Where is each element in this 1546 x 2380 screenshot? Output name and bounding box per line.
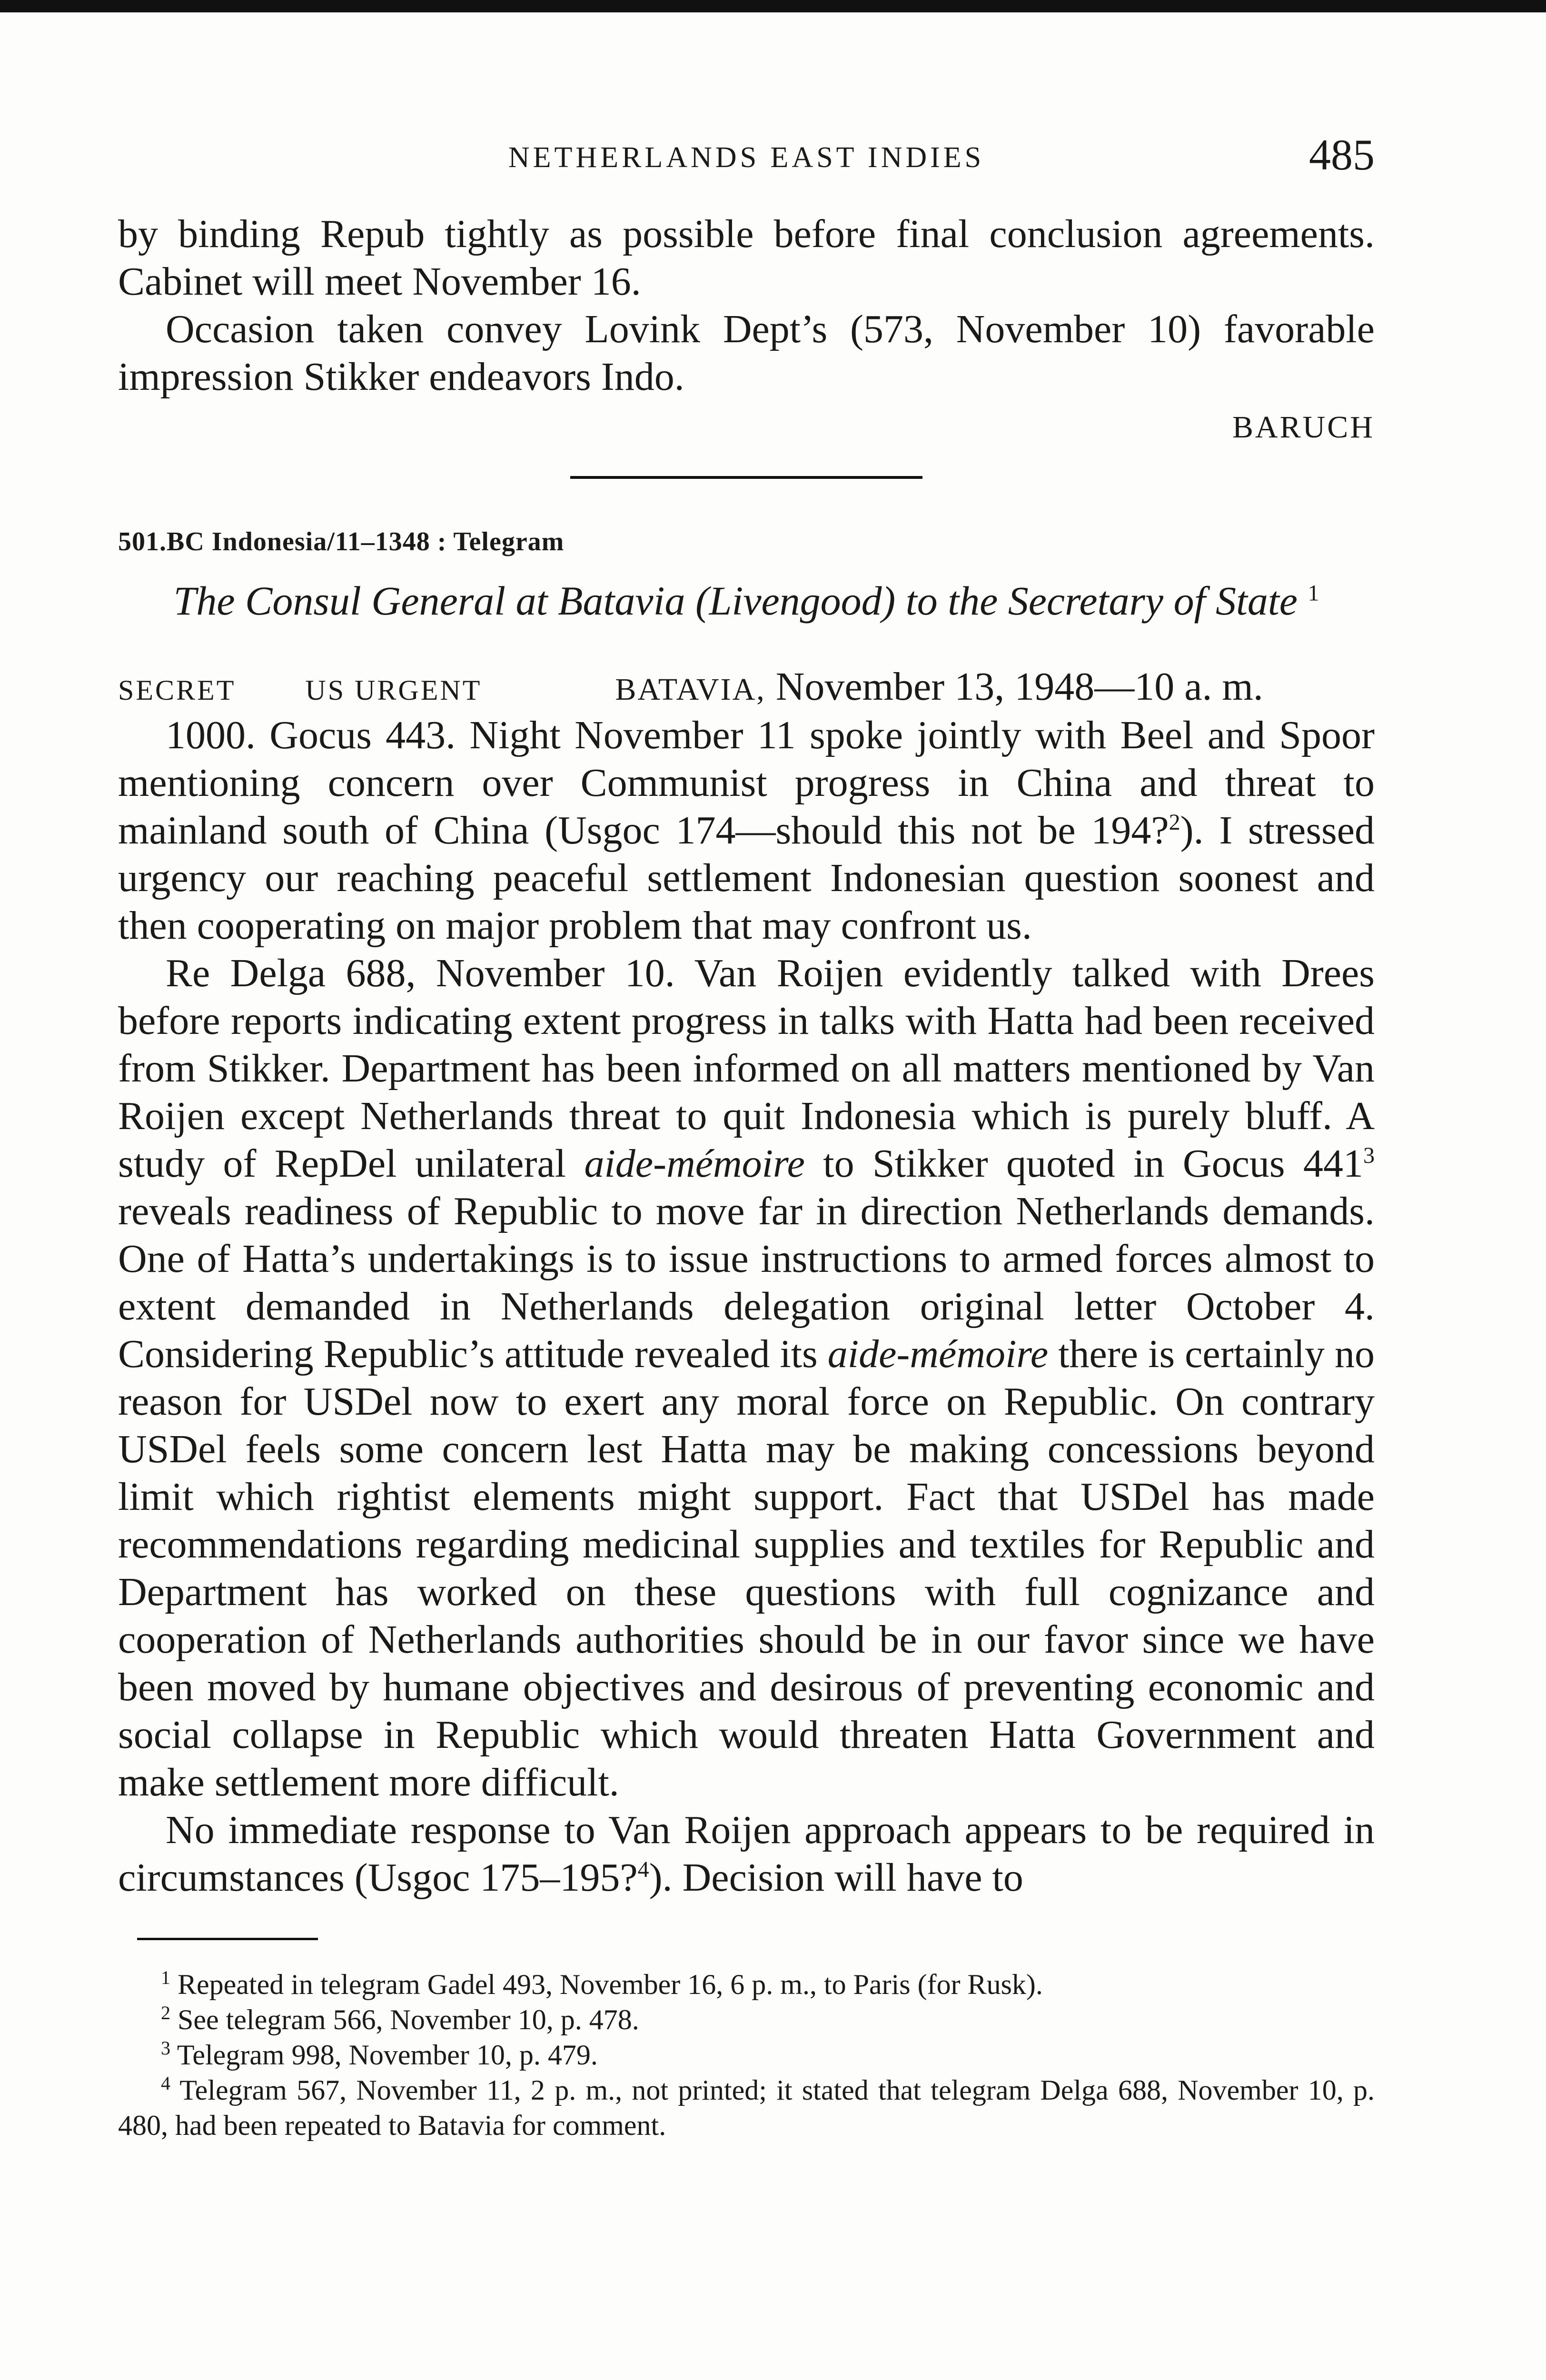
footnote-text: Telegram 567, November 11, 2 p. m., not printed; it stated that telegram Delga 688, November 10, p. 480, had been repeated to Batavia for comment. [118, 2074, 1375, 2141]
footnote-marker: 4 [637, 1857, 649, 1882]
footnote [118, 2037, 1375, 2073]
place: BATAVIA, [615, 672, 766, 707]
footnote-marker: 3 [1363, 1143, 1375, 1168]
text-run: 1000. Gocus 443. Night November 11 spoke jointly with Beel and Spoor mentioning concern over Communist progress in China and threat to mainland south of China (Usgoc 174—should this not be 194? [118, 713, 1375, 853]
footnote-text: Telegram 998, November 10, p. 479. [177, 2039, 598, 2071]
telegram-body [118, 712, 1375, 1902]
text-run: Re Delga 688, November 10. Van Roijen evidently talked with Drees before reports indicating extent progress in talks with Hatta had been received from Stikker. Department has been informed on all matters mentioned by Van Roijen except Netherlands threat to quit Indonesia which is purely bluff. A study of RepDel unilateral [118, 951, 1375, 1186]
footnote-marker: 1 [1308, 580, 1319, 606]
paragraph: Occasion taken convey Lovink Dept’s (573, November 10) favorable impression Stikker endeavors Indo. [118, 307, 1375, 399]
footnote [118, 2073, 1375, 2143]
paragraph: by binding Repub tightly as possible before final conclusion agreements. Cabinet will meet November 16. [118, 212, 1375, 304]
footnote-number: 2 [161, 2002, 170, 2023]
italic-term: aide-mémoire [827, 1332, 1049, 1376]
footnote [118, 1967, 1375, 2002]
signature: BARUCH [1232, 410, 1375, 445]
previous-document-text [118, 210, 1375, 401]
text-run: No immediate response to Van Roijen approach appears to be required in circumstances (Usgoc 175–195? [118, 1808, 1375, 1900]
paragraph [118, 950, 1375, 1806]
footnote-text: See telegram 566, November 10, p. 478. [178, 2004, 639, 2035]
paragraph [118, 712, 1375, 950]
text-run: there is certainly no reason for USDel now to exert any moral force on Republic. On contrary USDel feels some concern lest Hatta may be making concessions beyond limit which rightist elements might support. Fact that USDel has made recommendations regarding medicinal supplies and textiles for Republic and Department has worked on these questions with full cognizance and cooperation of Netherlands authorities should be in our favor since we have been moved by humane objectives and desirous of preventing economic and social collapse in Republic which would threaten Hatta Government and make settlement more difficult. [118, 1332, 1375, 1805]
italic-term: aide-mémoire [584, 1141, 805, 1186]
footnote-text: Repeated in telegram Gadel 493, November 16, 6 p. m., to Paris (for Rusk). [178, 1969, 1043, 2000]
classification: SECRET [118, 674, 236, 706]
date: November 13, 1948—10 a. m. [775, 664, 1263, 709]
dateline [118, 664, 1375, 710]
body-content [118, 210, 1375, 2143]
document-heading [118, 576, 1375, 625]
page-number: 485 [1309, 130, 1375, 179]
footnote-number: 1 [161, 1967, 170, 1988]
paragraph [118, 1806, 1375, 1902]
footnotes [118, 1967, 1375, 2143]
footnote-number: 4 [161, 2073, 170, 2094]
text-run: to Stikker quoted in Gocus 441 [804, 1141, 1363, 1186]
footnote-marker: 2 [1169, 810, 1180, 835]
heading-text: The Consul General at Batavia (Livengood) to the Secretary of State [173, 578, 1298, 624]
footnote-rule [137, 1938, 318, 1940]
file-reference: 501.BC Indonesia/11–1348 : Telegram [118, 527, 565, 556]
running-head [118, 130, 1375, 188]
top-border-rule [0, 0, 1546, 12]
text-run: ). I stressed urgency our reaching peaceful settlement Indonesian question soonest and then cooperating on major problem that may confront us. [118, 808, 1375, 948]
footnote [118, 2002, 1375, 2037]
text-run: ). Decision will have to [649, 1855, 1023, 1900]
section-separator [570, 476, 922, 479]
text-run: reveals readiness of Republic to move far in direction Netherlands demands. One of Hatta’s undertakings is to issue instructions to armed forces almost to extent demanded in Netherlands delegation original letter October 4. Considering Republic’s attitude revealed its [118, 1189, 1375, 1376]
priority: US URGENT [305, 674, 482, 706]
running-title: NETHERLANDS EAST INDIES [508, 141, 985, 174]
footnote-number: 3 [161, 2037, 170, 2059]
